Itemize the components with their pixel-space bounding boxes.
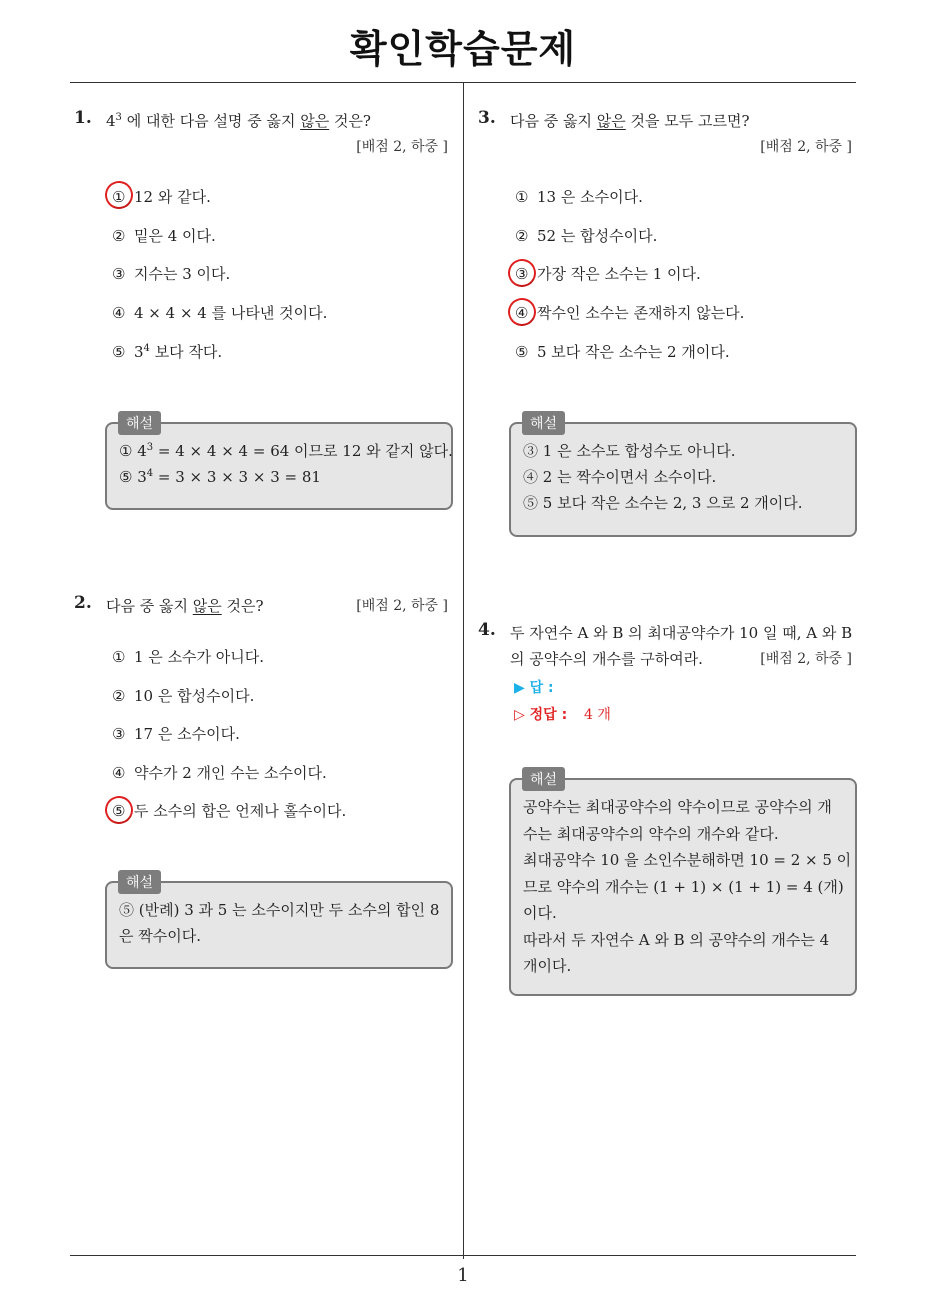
score-label: [배점 2, 하중 ] <box>760 651 852 667</box>
question-text-line-2: 의 공약수의 개수를 구하여라. <box>510 650 703 668</box>
explanation-line: 므로 약수의 개수는 (1 + 1) × (1 + 1) = 4 (개) <box>523 877 844 896</box>
question-text-line-1: 두 자연수 A 와 B 의 최대공약수가 10 일 때, A 와 B <box>510 624 853 642</box>
question-text: 다음 중 옳지 않은 것은? <box>106 597 264 615</box>
explanation-tag: 해설 <box>522 411 565 435</box>
explanation-line: 이다. <box>523 904 557 922</box>
question-number: 4. <box>478 620 496 640</box>
explanation-line: 공약수는 최대공약수의 약수이므로 공약수의 개 <box>523 798 832 816</box>
choice-4[interactable]: ④ 4 × 4 × 4 를 나타낸 것이다. <box>112 304 328 322</box>
page-number: 1 <box>457 1265 469 1286</box>
answer-mark-circle <box>504 294 540 330</box>
choice-4[interactable]: ④ 짝수인 소수는 존재하지 않는다. <box>515 304 745 322</box>
choice-5[interactable]: ⑤ 5 보다 작은 소수는 2 개이다. <box>515 343 730 361</box>
score-label: [배점 2, 하중 ] <box>356 598 448 614</box>
choice-3[interactable]: ③ 가장 작은 소수는 1 이다. <box>515 265 701 283</box>
score-label: [배점 2, 하중 ] <box>760 139 852 155</box>
explanation-line: ⑤ $3^4 = 3 \times 3 \times 3 \times 3 = 81$ <box>119 468 321 486</box>
explanation-tag: 해설 <box>118 870 161 894</box>
explanation-box <box>105 422 453 510</box>
choice-1[interactable]: ① 13 은 소수이다. <box>515 188 643 206</box>
choice-3[interactable]: ③ 17 은 소수이다. <box>112 725 240 743</box>
answer-mark-circle <box>504 255 540 291</box>
explanation-line: 따라서 두 자연수 A 와 B 의 공약수의 개수는 4 <box>523 930 830 949</box>
bottom-rule <box>70 1255 856 1256</box>
explanation-line: ⑤ (반례) 3 과 5 는 소수이지만 두 소수의 합인 8 <box>119 901 440 919</box>
answer-label: ▶ 답 : <box>514 680 554 696</box>
choice-4[interactable]: ④ 약수가 2 개인 수는 소수이다. <box>112 764 327 782</box>
explanation-box <box>509 422 857 537</box>
explanation-line: ③ 1 은 소수도 합성수도 아니다. <box>523 442 736 460</box>
answer-mark-circle <box>101 177 137 213</box>
question-text: 다음 중 옳지 않은 것을 모두 고르면? <box>510 112 750 130</box>
column-divider <box>463 83 464 1259</box>
choice-2[interactable]: ② 밑은 4 이다. <box>112 227 216 245</box>
question-number: 3. <box>478 108 496 128</box>
choice-2[interactable]: ② 52 는 합성수이다. <box>515 227 658 245</box>
choice-1[interactable]: ① 12 와 같다. <box>112 188 211 206</box>
explanation-line: 최대공약수 10 을 소인수분해하면 10 = 2 × 5 이 <box>523 851 852 869</box>
explanation-line: ⑤ 5 보다 작은 소수는 2, 3 으로 2 개이다. <box>523 494 803 512</box>
score-label: [배점 2, 하중 ] <box>356 139 448 155</box>
question-text: $4^3$ 에 대한 다음 설명 중 옳지 않은 것은? <box>106 112 371 130</box>
explanation-tag: 해설 <box>118 411 161 435</box>
answer-mark-circle <box>101 792 137 828</box>
explanation-line: 개이다. <box>523 957 572 975</box>
page-title: 확인학습문제 <box>349 27 577 71</box>
explanation-box <box>105 881 453 969</box>
choice-2[interactable]: ② 10 은 합성수이다. <box>112 687 255 705</box>
explanation-tag: 해설 <box>522 767 565 791</box>
choice-3[interactable]: ③ 지수는 3 이다. <box>112 265 231 283</box>
choice-1[interactable]: ① 1 은 소수가 아니다. <box>112 648 265 666</box>
explanation-box <box>509 778 857 996</box>
correct-answer-value: 4 개 <box>584 707 611 723</box>
correct-answer-label: ▷ 정답 : <box>514 707 568 723</box>
choice-5[interactable]: ⑤ $3^4$ 보다 작다. <box>112 343 223 361</box>
explanation-line: ④ 2 는 짝수이면서 소수이다. <box>523 468 717 486</box>
explanation-line: 은 짝수이다. <box>119 927 201 945</box>
question-number: 1. <box>74 108 92 128</box>
question-number: 2. <box>74 593 92 613</box>
choice-5[interactable]: ⑤ 두 소수의 합은 언제나 홀수이다. <box>112 802 347 820</box>
explanation-line: ① $4^3 = 4 \times 4 \times 4 = 64$ 이므로 12 와 같지 않다. <box>119 442 453 460</box>
explanation-line: 수는 최대공약수의 약수의 개수와 같다. <box>523 824 779 843</box>
